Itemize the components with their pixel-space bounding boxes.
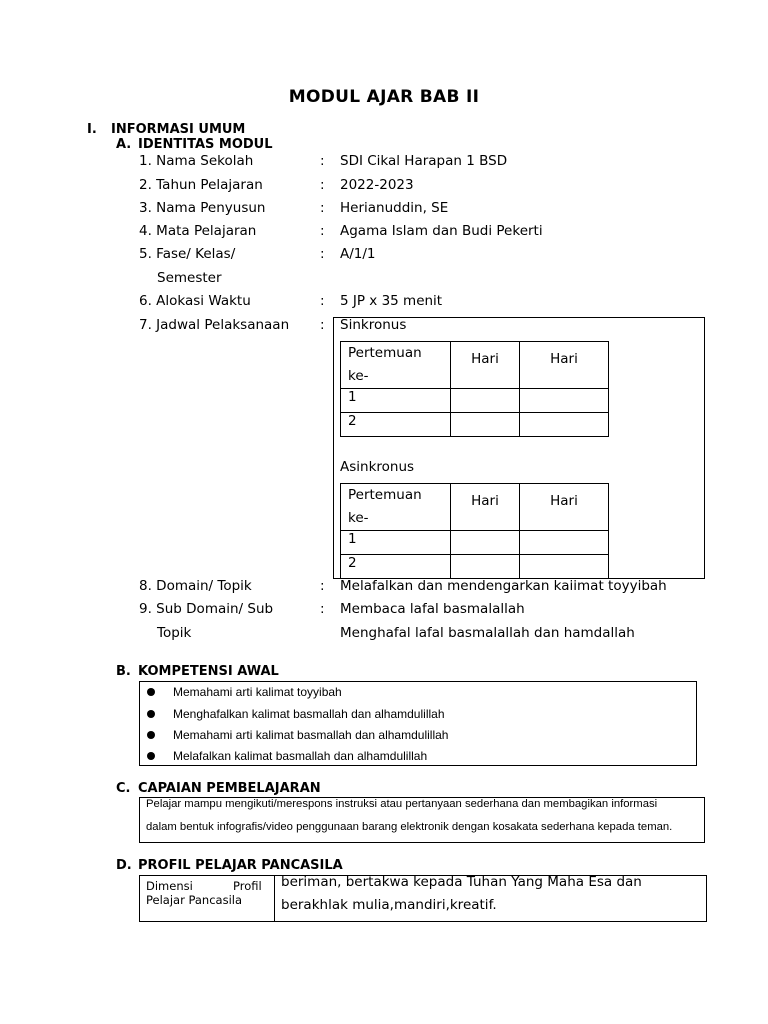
colon: : [320, 578, 325, 594]
section-c-number: C. [116, 781, 131, 796]
table-head-hari: Hari [451, 342, 520, 389]
bullet-icon [147, 688, 155, 696]
section-a-heading: IDENTITAS MODUL [138, 137, 273, 152]
profil-value-line2: berakhlak mulia,mandiri,kreatif. [281, 897, 497, 913]
table-cell [520, 555, 609, 579]
table-head-hari: Hari [451, 484, 520, 531]
list-item: Memahami arti kalimat toyyibah [173, 685, 342, 699]
colon: : [320, 177, 325, 193]
asinkronus-table [340, 483, 609, 579]
section-c-heading: CAPAIAN PEMBELAJARAN [138, 781, 321, 796]
table-row [341, 484, 609, 531]
pertemuan-line2: ke- [348, 510, 369, 526]
sinkronus-label: Sinkronus [340, 317, 407, 333]
page-title: MODUL AJAR BAB II [288, 87, 480, 107]
section-a-number: A. [116, 137, 132, 152]
table-row [341, 389, 609, 413]
pertemuan-line2: ke- [348, 368, 369, 384]
section-d-number: D. [116, 858, 132, 873]
profil-value-line1: beriman, bertakwa kepada Tuhan Yang Maha Esa dan [281, 874, 642, 890]
bullet-icon [147, 710, 155, 718]
asinkronus-label: Asinkronus [340, 459, 415, 475]
profil-dimensi-word2: Profil [233, 879, 262, 893]
pertemuan-line1: Pertemuan [348, 487, 422, 503]
table-cell-pertemuan: 1 [341, 389, 451, 413]
colon: : [320, 223, 325, 239]
identitas-label-tahun-pelajaran: 2. Tahun Pelajaran [139, 177, 263, 193]
subdomain-value: Membaca lafal basmalallah [340, 601, 525, 617]
table-row [341, 342, 609, 389]
profil-dimensi-line2: Pelajar Pancasila [146, 893, 243, 907]
colon: : [320, 293, 325, 309]
capaian-text-line2: dalam bentuk infografis/video penggunaan barang elektronik dengan kosakata sederhana kepada teman. [146, 821, 673, 833]
section-b-heading: KOMPETENSI AWAL [138, 664, 279, 679]
table-cell [520, 531, 609, 555]
bullet-icon [147, 731, 155, 739]
list-item: Memahami arti kalimat basmallah dan alhamdulillah [173, 728, 449, 742]
table-row [341, 555, 609, 579]
list-item: Melafalkan kalimat basmallah dan alhamdulillah [173, 749, 428, 763]
identitas-value-tahun-pelajaran: 2022-2023 [340, 177, 414, 193]
identitas-label-nama-penyusun: 3. Nama Penyusun [139, 200, 266, 216]
section-d-heading: PROFIL PELAJAR PANCASILA [138, 858, 343, 873]
domain-label: 8. Domain/ Topik [139, 578, 252, 594]
identitas-label-mata-pelajaran: 4. Mata Pelajaran [139, 223, 257, 239]
table-cell [451, 555, 520, 579]
table-head-hari: Hari [520, 342, 609, 389]
table-cell [520, 389, 609, 413]
table-cell [520, 413, 609, 437]
table-cell-pertemuan: 2 [341, 413, 451, 437]
domain-value: Melafalkan dan mendengarkan kaiimat toyyibah [340, 578, 667, 594]
profil-divider [274, 875, 275, 922]
list-item: Menghafalkan kalimat basmallah dan alhamdulillah [173, 707, 445, 721]
table-head-hari: Hari [520, 484, 609, 531]
table-cell [451, 531, 520, 555]
identitas-label-jadwal: 7. Jadwal Pelaksanaan [139, 317, 290, 333]
bullet-icon [147, 752, 155, 760]
identitas-value-alokasi-waktu: 5 JP x 35 menit [340, 293, 443, 309]
table-head-pertemuan [341, 342, 451, 389]
pertemuan-line1: Pertemuan [348, 345, 422, 361]
colon: : [320, 317, 325, 333]
identitas-value-mata-pelajaran: Agama Islam dan Budi Pekerti [340, 223, 543, 239]
sinkronus-table [340, 341, 609, 437]
identitas-label-fase: 5. Fase/ Kelas/ [139, 246, 236, 262]
subdomain-label-topik: Topik [157, 625, 192, 641]
colon: : [320, 153, 325, 169]
table-cell [451, 413, 520, 437]
table-row [341, 413, 609, 437]
table-head-pertemuan [341, 484, 451, 531]
colon: : [320, 246, 325, 262]
section-i-number: I. [87, 122, 97, 137]
identitas-value-nama-penyusun: Herianuddin, SE [340, 200, 449, 216]
table-cell [451, 389, 520, 413]
identitas-value-nama-sekolah: SDI Cikal Harapan 1 BSD [340, 153, 508, 169]
table-row [341, 531, 609, 555]
profil-dimensi-word1: Dimensi [146, 879, 193, 893]
section-i-heading: INFORMASI UMUM [111, 122, 246, 137]
section-b-number: B. [116, 664, 131, 679]
subdomain-label: 9. Sub Domain/ Sub [139, 601, 274, 617]
colon: : [320, 200, 325, 216]
colon: : [320, 601, 325, 617]
identitas-label-nama-sekolah: 1. Nama Sekolah [139, 153, 254, 169]
table-cell-pertemuan: 2 [341, 555, 451, 579]
table-cell-pertemuan: 1 [341, 531, 451, 555]
capaian-text-line1: Pelajar mampu mengikuti/merespons instruksi atau pertanyaan sederhana dan membagikan informasi [146, 798, 658, 810]
identitas-label-alokasi-waktu: 6. Alokasi Waktu [139, 293, 251, 309]
identitas-value-fase: A/1/1 [340, 246, 376, 262]
identitas-label-fase-semester: Semester [157, 270, 222, 286]
subdomain-value-2: Menghafal lafal basmalallah dan hamdallah [340, 625, 635, 641]
